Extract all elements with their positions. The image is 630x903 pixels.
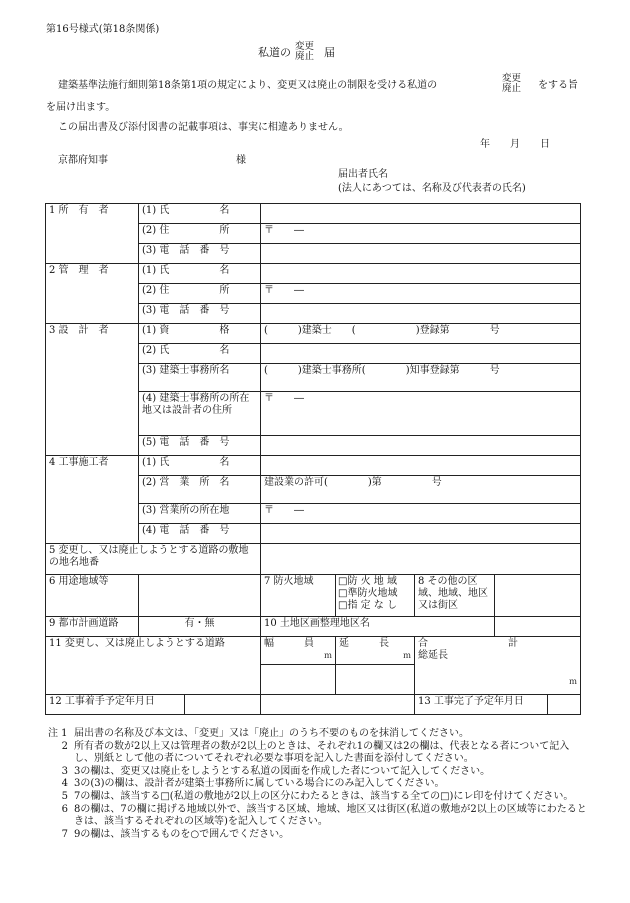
- title-abolish: 廃止: [295, 51, 315, 62]
- manager-address-field[interactable]: 〒 ―: [261, 284, 581, 304]
- designer-name-label: (2) 氏 名: [139, 344, 261, 364]
- note-item: 7 9の欄は、該当するものを○で囲んでください。: [61, 828, 290, 840]
- road-length-field[interactable]: [336, 665, 415, 695]
- form-number: 第16号様式(第18条関係): [46, 24, 160, 35]
- manager-address-label: (2) 住 所: [139, 284, 261, 304]
- contractor-office-label: (2) 営 業 所 名: [139, 476, 261, 504]
- owner-label: 1 所 有 者: [46, 204, 139, 264]
- intro-change: 変更: [502, 73, 522, 84]
- form-title: [258, 42, 335, 62]
- designer-label: 3 設 計 者: [46, 324, 139, 456]
- title-suffix: 届: [324, 46, 336, 59]
- date-field: 年 月 日: [480, 139, 550, 150]
- intro-line-1: 建築基準法施行細則第18条第1項の規定により、変更又は廃止の制限を受ける私道の: [58, 80, 438, 91]
- start-date-label: 12 工事着手予定年月日: [46, 695, 185, 714]
- road-lot-label: 5 変更し、又は廃止しようとする道路の敷地の地名地番: [46, 544, 261, 575]
- title-change: 変更: [295, 41, 315, 52]
- designer-phone-field[interactable]: [261, 436, 581, 456]
- manager-phone-label: (3) 電 話 番 号: [139, 304, 261, 324]
- end-date-label: 13 工事完了予定年月日: [415, 695, 548, 714]
- manager-label: 2 管 理 者: [46, 264, 139, 324]
- designer-office-address-field[interactable]: 〒 ―: [261, 392, 581, 436]
- intro-abolish: 廃止: [502, 83, 522, 94]
- road-lot-field[interactable]: [261, 544, 581, 575]
- designer-qual-label: (1) 資 格: [139, 324, 261, 344]
- land-readjust-field[interactable]: [495, 617, 581, 637]
- road-width-field[interactable]: [261, 665, 336, 695]
- road-total-label: 合 計: [418, 638, 518, 649]
- contractor-label: 4 工事施工者: [46, 456, 139, 544]
- contractor-office-field[interactable]: 建設業の許可( )第 号: [261, 476, 581, 504]
- other-zone-field[interactable]: [495, 575, 581, 617]
- applicant-label: 届出者氏名: [338, 169, 388, 180]
- owner-name-field[interactable]: [261, 204, 581, 224]
- owner-address-label: (2) 住 所: [139, 224, 261, 244]
- note-item: 注 1 届出書の名称及び本文は、「変更」又は「廃止」のうち不要のものを抹消してください。: [48, 728, 469, 739]
- road-total-length-label: 総延長: [418, 650, 448, 661]
- road-width-unit: ｍ: [324, 651, 332, 660]
- contractor-name-label: (1) 氏 名: [139, 456, 261, 476]
- intro-line-1-end: をする旨: [538, 80, 578, 91]
- contractor-phone-label: (4) 電 話 番 号: [139, 524, 261, 544]
- owner-name-label: (1) 氏 名: [139, 204, 261, 224]
- road-length-cell[interactable]: [336, 637, 415, 665]
- contractor-name-field[interactable]: [261, 456, 581, 476]
- road-length-unit: ｍ: [403, 651, 411, 660]
- fire-zone-label: 7 防火地域: [261, 575, 336, 617]
- end-date-field[interactable]: [548, 695, 580, 714]
- city-road-label: 9 都市計画道路: [46, 617, 139, 637]
- fire-zone-option-3[interactable]: □指 定 な し: [338, 600, 397, 611]
- owner-phone-label: (3) 電 話 番 号: [139, 244, 261, 264]
- designer-qual-field[interactable]: ( )建築士 ( )登録第 号: [261, 324, 581, 344]
- end-date-row: [415, 695, 581, 715]
- fire-zone-option-2[interactable]: □準防火地域: [338, 588, 398, 599]
- designer-office-field[interactable]: ( )建築士事務所( )知事登録第 号: [261, 364, 581, 392]
- start-date-field[interactable]: [185, 695, 260, 714]
- note-item: 3 3の欄は、変更又は廃止をしようとする私道の図面を作成した者について記入してください。: [61, 765, 491, 777]
- start-date-row: [46, 695, 261, 715]
- road-label: 11 変更し、又は廃止しようとする道路: [46, 637, 261, 695]
- note-item: 5 7の欄は、該当する□(私道の敷地が2以上の区分にわたるときは、該当する全ての□)にレ印を付けてください。: [61, 790, 574, 802]
- city-road-field[interactable]: 有・無: [139, 617, 261, 637]
- manager-name-field[interactable]: [261, 264, 581, 284]
- road-width-label: 幅 員: [264, 638, 314, 649]
- road-total-cell[interactable]: [415, 637, 581, 695]
- designer-name-field[interactable]: [261, 344, 581, 364]
- form-table: [45, 203, 581, 715]
- use-zone-field[interactable]: [139, 575, 261, 617]
- title-choice: [295, 42, 314, 62]
- manager-phone-field[interactable]: [261, 304, 581, 324]
- land-readjust-label: 10 土地区画整理地区名: [261, 617, 495, 637]
- road-width-cell[interactable]: [261, 637, 336, 665]
- designer-phone-label: (5) 電 話 番 号: [139, 436, 261, 456]
- designer-office-address-label: (4) 建築士事務所の所在地又は設計者の住所: [139, 392, 261, 436]
- road-total-unit: ｍ: [569, 677, 577, 686]
- contractor-office-address-field[interactable]: 〒 ―: [261, 504, 581, 524]
- addressee: 京都府知事: [58, 155, 108, 166]
- fire-zone-options: [336, 575, 415, 617]
- manager-name-label: (1) 氏 名: [139, 264, 261, 284]
- other-zone-label: 8 その他の区域、地域、地区又は街区: [415, 575, 495, 617]
- note-item: 2 所有者の数が2以上又は管理者の数が2以上のときは、それぞれ1の欄又は2の欄は、代表となる者について記入し、別紙として他の者についてそれぞれ必要な事項を記入した書面を添付してください。: [61, 740, 570, 765]
- intro-line-2: を届け出ます。: [46, 102, 116, 113]
- notes: [48, 728, 588, 841]
- applicant-note: (法人にあつては、名称及び代表者の氏名): [338, 183, 526, 194]
- fire-zone-option-1[interactable]: □防 火 地 域: [338, 576, 397, 587]
- note-item: 4 3の(3)の欄は、設計者が建築士事務所に属している場合にのみ記入してください。: [61, 778, 445, 790]
- title-prefix: 私道の: [258, 46, 291, 59]
- road-length-label: 延 長: [339, 638, 389, 649]
- addressee-sama: 様: [236, 155, 246, 166]
- owner-phone-field[interactable]: [261, 244, 581, 264]
- intro-choice: [502, 74, 521, 94]
- contractor-office-address-label: (3) 営業所の所在地: [139, 504, 261, 524]
- contractor-phone-field[interactable]: [261, 524, 581, 544]
- blank-cell: [261, 695, 415, 715]
- owner-address-field[interactable]: 〒 ―: [261, 224, 581, 244]
- intro-line-3: この届出書及び添付図書の記載事項は、事実に相違ありません。: [58, 122, 349, 133]
- designer-office-label: (3) 建築士事務所名: [139, 364, 261, 392]
- use-zone-label: 6 用途地域等: [46, 575, 139, 617]
- note-item: 6 8の欄は、7の欄に掲げる地域以外で、該当する区域、地域、地区又は街区(私道の敷地が2以上の区域等にわたるときは、該当するそれぞれの区域等)を記入してください。: [61, 803, 587, 828]
